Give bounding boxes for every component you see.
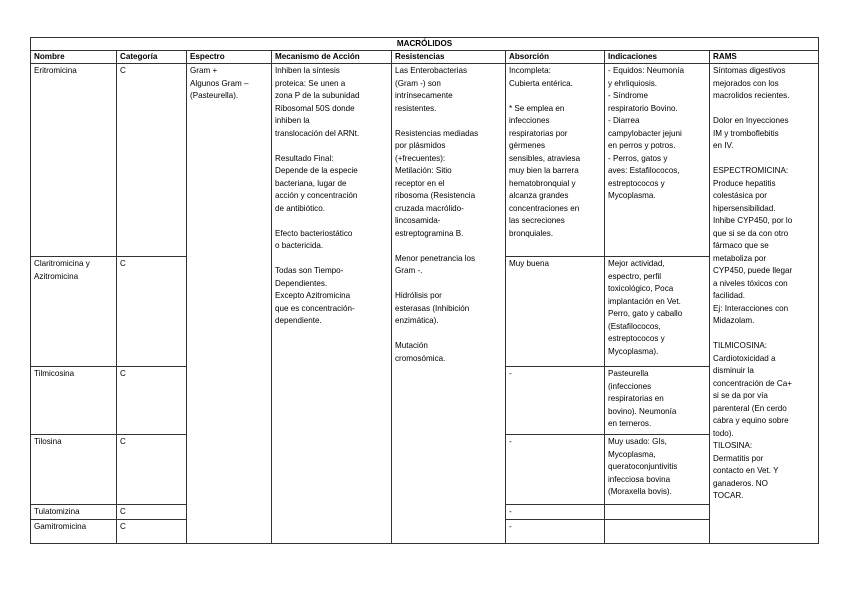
header-categoria: Categoría (117, 51, 187, 64)
text-line: Metilación: Sitio (395, 166, 452, 175)
text-line: concentraciones en (509, 203, 580, 213)
text-line: contacto en Vet. Y (713, 466, 779, 475)
drug-category: C (117, 505, 187, 520)
text-line: metaboliza por (713, 253, 767, 263)
text-line: Incompleta: (509, 66, 551, 75)
text-line: Muy buena (509, 259, 550, 268)
drug-category: C (117, 257, 187, 367)
text-line: Eritromicina (34, 66, 77, 75)
text-line: Produce hepatitis (713, 178, 776, 188)
absorcion-cell (506, 435, 605, 505)
text-line: Dolor en Inyecciones (713, 116, 789, 125)
text-line: Inhiben la síntesis (275, 66, 340, 75)
text-line (275, 215, 388, 228)
table-title: MACRÓLIDOS (31, 38, 819, 51)
text-line: respiratorio Bovino. (608, 103, 678, 113)
indicaciones-cell (605, 257, 710, 367)
text-line (713, 328, 815, 341)
text-line: bovino). Neumonía (608, 406, 677, 416)
text-line: enzimática). (395, 316, 439, 325)
text-line: Tilosina (34, 437, 62, 446)
text-line: Algunos Gram – (190, 78, 249, 88)
absorcion-cell (506, 64, 605, 257)
text-line: infecciosa bovina (608, 474, 671, 484)
mecanismo-cell (272, 64, 392, 544)
text-line: Mutación (395, 341, 428, 350)
text-line: Hidrólisis por (395, 291, 442, 300)
text-line: cruzada macrólido- (395, 203, 464, 213)
text-line: Efecto bacteriostático (275, 228, 353, 238)
drug-name (31, 505, 117, 520)
header-absorcion: Absorción (506, 51, 605, 64)
text-line: TILMICOSINA: (713, 341, 767, 350)
drug-category: C (117, 519, 187, 543)
text-line: Depende de la especie (275, 166, 358, 175)
text-line: aves: Estafilococos, (608, 166, 680, 175)
text-line: concentración de Ca+ (713, 378, 792, 388)
text-line: resistentes. (395, 103, 437, 113)
text-line: estreptogramina B. (395, 228, 464, 238)
text-line: y ehrliquiosis. (608, 78, 658, 88)
text-line: macrolidos recientes. (713, 91, 790, 100)
text-line: acción y concentración (275, 191, 358, 200)
text-line: en IV. (713, 141, 734, 150)
table-row-eritromicina (31, 64, 819, 257)
text-line: Mycoplasma. (608, 191, 656, 200)
text-line: ganaderos. NO (713, 478, 768, 488)
text-line: en perros y potros. (608, 141, 676, 150)
drug-name (31, 64, 117, 257)
text-line: - Diarrea (608, 116, 640, 125)
text-line (275, 140, 388, 153)
text-line: CYP450, puede llegar (713, 266, 793, 275)
text-line (395, 278, 502, 291)
text-line: Ribosomal 50S donde (275, 103, 355, 113)
text-line: Claritromicina y (34, 259, 90, 268)
text-line: lincosamida- (395, 216, 441, 225)
text-line: - (509, 369, 512, 378)
text-line: (Gram -) son (395, 78, 441, 88)
text-line: Mycoplasma, (608, 449, 656, 459)
indicaciones-cell (605, 505, 710, 520)
text-line: si se da por vía (713, 391, 768, 400)
text-line: queratoconjuntivitis (608, 462, 678, 471)
text-line: Inhibe CYP450, por lo (713, 216, 793, 225)
header-resistencias: Resistencias (392, 51, 506, 64)
text-line: Síntomas digestivos (713, 66, 786, 75)
absorcion-cell (506, 257, 605, 367)
text-line: - (509, 437, 512, 446)
header-nombre: Nombre (31, 51, 117, 64)
text-line: (+frecuentes): (395, 153, 446, 163)
text-line: Dependientes. (275, 278, 328, 288)
drug-category: C (117, 64, 187, 257)
text-line: cabra y equino sobre (713, 416, 789, 425)
text-line: estreptococos y (608, 334, 665, 343)
text-line: estreptococos y (608, 178, 665, 188)
drug-name (31, 519, 117, 543)
text-line: disminuir la (713, 366, 754, 375)
text-line: a niveles tóxicos con (713, 278, 788, 288)
text-line: Azitromicina (34, 271, 79, 281)
text-line: Perro, gato y caballo (608, 309, 683, 318)
text-line: Las Enterobacterias (395, 66, 467, 75)
text-line: proteica: Se unen a (275, 78, 346, 88)
text-line: Cardiotoxicidad a (713, 353, 776, 363)
text-line: translocación del ARNt. (275, 128, 360, 138)
text-line: Dermatitis por (713, 453, 764, 463)
text-line: colestásica por (713, 191, 767, 200)
text-line: - Equidos: Neumonía (608, 66, 685, 75)
indicaciones-cell (605, 435, 710, 505)
text-line: de antibiótico. (275, 203, 325, 213)
text-line: infecciones (509, 116, 550, 125)
drug-name (31, 257, 117, 367)
text-line (713, 103, 815, 116)
text-line: implantación en Vet. (608, 296, 681, 306)
text-line: Menor penetrancia los (395, 253, 476, 263)
text-line: fármaco que se (713, 241, 769, 250)
text-line: - (509, 507, 512, 516)
espectro-cell (187, 64, 272, 544)
text-line: facilidad. (713, 291, 745, 300)
text-line: en terneros. (608, 419, 652, 428)
text-line: * Se emplea en (509, 103, 565, 113)
rams-cell (710, 64, 819, 544)
text-line: - Perros, gatos y (608, 153, 668, 163)
absorcion-cell (506, 519, 605, 543)
text-line: espectro, perfil (608, 271, 662, 281)
text-line: TILOSINA: (713, 441, 753, 450)
text-line: (infecciones (608, 381, 652, 391)
text-line: dependiente. (275, 316, 322, 325)
text-line: Gamitromicina (34, 521, 87, 531)
macrolidos-table (30, 37, 819, 544)
text-line (608, 521, 706, 534)
header-indicaciones: Indicaciones (605, 51, 710, 64)
text-line: Resultado Final: (275, 153, 334, 163)
text-line: bacteriana, lugar de (275, 178, 347, 188)
text-line: mejorados con los (713, 78, 779, 88)
text-line: zona P de la subunidad (275, 91, 360, 100)
text-line (275, 253, 388, 266)
text-line: campylobacter jejuni (608, 128, 682, 138)
text-line: hipersensibilidad. (713, 203, 776, 213)
text-line: alcanza grandes (509, 191, 569, 200)
drug-name (31, 367, 117, 435)
text-line: Midazolam. (713, 316, 755, 325)
text-line: Mejor actividad, (608, 259, 665, 268)
text-line: que es concentración- (275, 303, 355, 313)
text-line: por plásmidos (395, 141, 446, 150)
text-line: Ej: Interacciones con (713, 303, 789, 313)
text-line: Mycoplasma). (608, 346, 659, 356)
header-rams: RAMS (710, 51, 819, 64)
text-line (608, 506, 706, 519)
text-line: IM y tromboflebitis (713, 128, 779, 138)
text-line: que si se da con otro (713, 228, 789, 238)
text-line: inhiben la (275, 116, 310, 125)
text-line: respiratorias por (509, 128, 568, 138)
text-line: esterasas (Inhibición (395, 303, 470, 313)
text-line: intrínsecamente (395, 91, 453, 100)
text-line: Resistencias mediadas (395, 128, 479, 138)
header-mecanismo: Mecanismo de Acción (272, 51, 392, 64)
text-line: parenteral (En cerdo (713, 403, 787, 413)
text-line: Excepto Azitromicina (275, 291, 351, 300)
resistencias-cell (392, 64, 506, 544)
text-line: (Pasteurella). (190, 91, 239, 100)
text-line: ribosoma (Resistencia (395, 191, 476, 200)
header-row (31, 51, 819, 64)
text-line: Gram + (190, 66, 218, 75)
text-line: Tilmicosina (34, 369, 75, 378)
header-espectro: Espectro (187, 51, 272, 64)
text-line: gérmenes (509, 141, 545, 150)
text-line: Gram -. (395, 266, 423, 275)
text-line: o bactericida. (275, 241, 324, 250)
text-line: - (509, 521, 512, 531)
text-line: sensibles, atraviesa (509, 153, 581, 163)
drug-name (31, 435, 117, 505)
text-line: Todas son Tiempo- (275, 266, 344, 275)
text-line: toxicológico, Poca (608, 284, 674, 293)
drug-category: C (117, 435, 187, 505)
text-line: muy bien la barrera (509, 166, 579, 175)
text-line (395, 240, 502, 253)
indicaciones-cell (605, 367, 710, 435)
text-line: Cubierta entérica. (509, 78, 573, 88)
text-line (713, 153, 815, 166)
text-line (395, 115, 502, 128)
text-line: ESPECTROMICINA: (713, 166, 789, 175)
text-line: (Moraxella bovis). (608, 487, 672, 496)
text-line (395, 328, 502, 341)
absorcion-cell (506, 505, 605, 520)
text-line: Pasteurella (608, 369, 649, 378)
text-line: TOCAR. (713, 491, 744, 500)
text-line: Tulatomizina (34, 507, 80, 516)
indicaciones-cell (605, 64, 710, 257)
text-line: bronquiales. (509, 228, 554, 238)
text-line: respiratorias en (608, 394, 664, 403)
text-line: - Síndrome (608, 91, 649, 100)
text-line (509, 90, 601, 103)
drug-category: C (117, 367, 187, 435)
text-line: cromosómica. (395, 353, 446, 363)
text-line: Muy usado: GIs, (608, 437, 667, 446)
absorcion-cell (506, 367, 605, 435)
text-line: todo). (713, 428, 734, 438)
text-line: receptor en el (395, 178, 445, 188)
text-line: (Estafilococos, (608, 321, 661, 331)
text-line: las secreciones (509, 216, 565, 225)
indicaciones-cell (605, 519, 710, 543)
text-line: hematobronquial y (509, 178, 576, 188)
